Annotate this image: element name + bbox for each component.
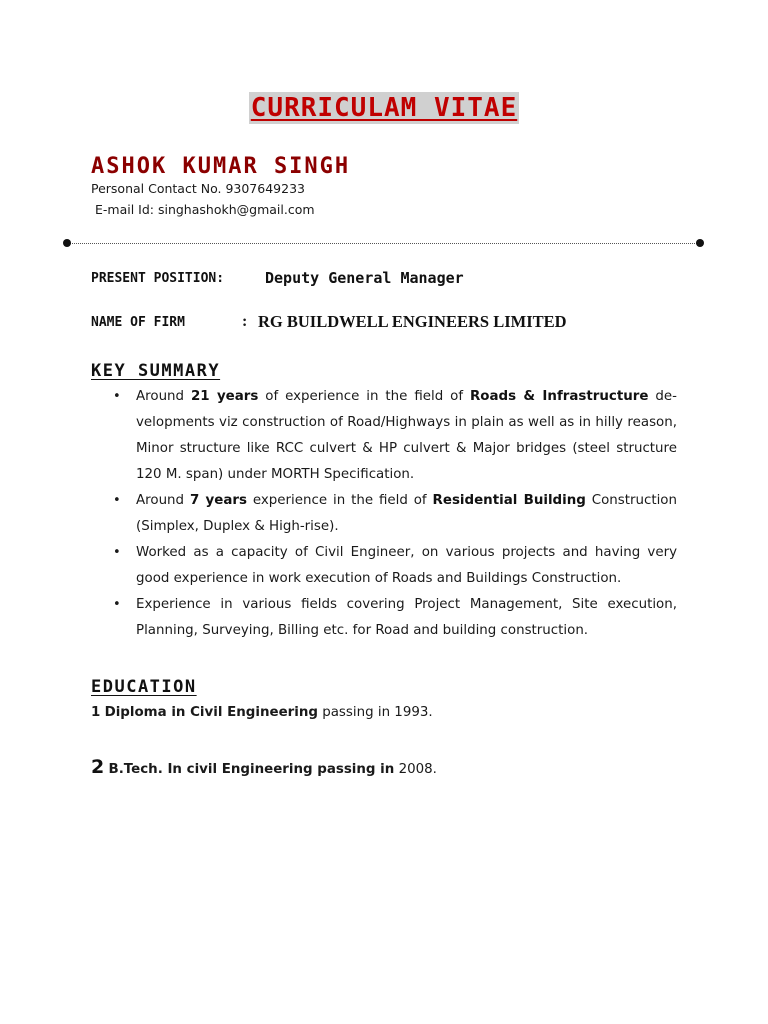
contact-phone: Personal Contact No. 9307649233 — [91, 181, 305, 196]
education-degree: Diploma in Civil Engineering — [104, 705, 318, 720]
firm-label: NAME OF FIRM — [91, 315, 185, 330]
education-detail: 2008. — [394, 762, 437, 777]
summary-bold-text: Residential Building — [432, 493, 586, 508]
education-entry-1 — [91, 705, 433, 720]
education-number: 1 — [91, 705, 101, 720]
firm-value: RG BUILDWELL ENGINEERS LIMITED — [258, 312, 567, 331]
summary-text: experience in the field of — [246, 493, 433, 508]
summary-text: Around — [136, 493, 190, 508]
present-position-label: PRESENT POSITION: — [91, 271, 225, 286]
summary-item — [113, 384, 677, 488]
summary-text: Construction (Simplex, Duplex & High-rise). — [136, 493, 677, 534]
document-title — [0, 92, 768, 124]
summary-item — [113, 592, 677, 644]
summary-item — [113, 488, 677, 540]
key-summary-heading: KEY SUMMARY — [91, 361, 221, 381]
key-summary-list — [113, 384, 677, 644]
divider-right-dot — [696, 239, 704, 247]
education-detail: passing in 1993. — [317, 705, 433, 720]
summary-text: of experience in the field of — [258, 389, 470, 404]
summary-bold-text: 7 years — [189, 493, 247, 508]
summary-text: Experience in various fields covering Project Management, Site execution, Planning, Surveying, Billing etc. for Road and building construction. — [136, 597, 677, 638]
firm-colon: : — [242, 313, 248, 330]
horizontal-divider — [66, 243, 701, 244]
education-entry-2 — [91, 756, 437, 778]
education-heading: EDUCATION — [91, 677, 197, 697]
summary-text: Around — [136, 389, 191, 404]
summary-text: Worked as a capacity of Civil Engineer, on various projects and having very good experience in work execution of Roads and Buildings Construction. — [136, 545, 677, 586]
contact-email: E-mail Id: singhashokh@gmail.com — [95, 202, 315, 217]
education-number: 2 — [91, 756, 105, 778]
candidate-name: ASHOK KUMAR SINGH — [91, 154, 351, 179]
document-title-text: CURRICULAM VITAE — [250, 93, 518, 123]
summary-text: developments viz construction of Road/Highways in plain as well as in hilly reason, Minor structure like RCC culvert & HP culvert & Major bridges (steel structure 120 M. span) under MORTH Specification. — [136, 389, 677, 482]
summary-item — [113, 540, 677, 592]
education-degree: B.Tech. In civil Engineering passing in — [108, 762, 395, 777]
summary-bold-text: 21 years — [190, 389, 259, 404]
divider-left-dot — [63, 239, 71, 247]
present-position-value: Deputy General Manager — [265, 269, 464, 287]
summary-bold-text: Roads & Infrastructure — [469, 389, 649, 404]
